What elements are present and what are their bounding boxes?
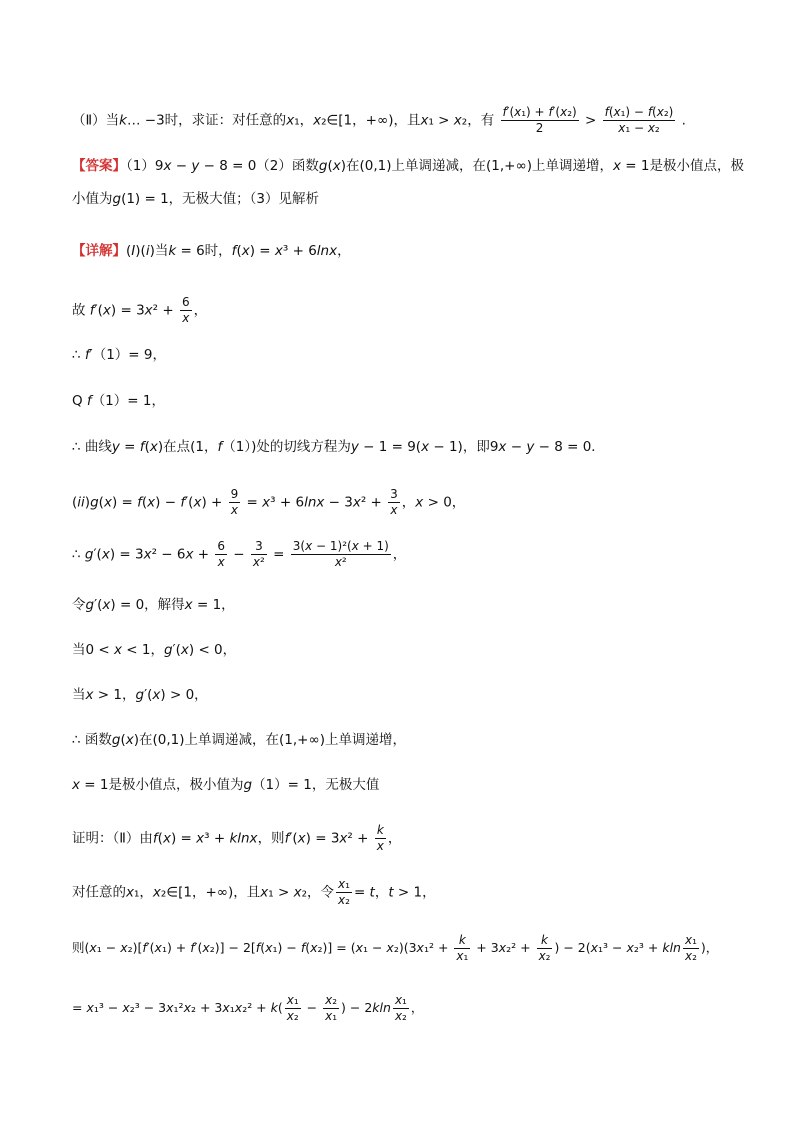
rhs-fraction: $\frac{\text{f(x₁) − f(x₂)}}{\text{x₁ − x₂}}$ xyxy=(604,105,674,135)
step-15: = x₁³ − x₂³ − 3x₁²x₂ + 3x₁x₂² + k( $\frac{\text{x₁}}{\text{x₂}}$ − $\frac{\text{x₂}}{\text{x₁}}$ ) − 2kln $\frac{\text{x₁}}{\text{x₂}}$ ， xyxy=(72,993,424,1023)
step-11: x = 1是极小值点，极小值为g（1）= 1，无极大值 xyxy=(72,777,380,793)
step-14: 则(x₁ − x₂)[f′(x₁) + f′(x₂)] − 2[f(x₁) − f(x₂)] = (x₁ − x₂)(3x₁² + $\frac{k}{\text{x₁}}$ + 3x₂² + $\frac{k}{\text{x₂}}$ ) − 2(x₁³ − x₂³ + kln $\frac{\text{x₁}}{\text{x₂}}$ )， xyxy=(72,933,719,963)
step-1: 故 f′(x) = 3x² + $\frac{6}{x}$ ， xyxy=(72,295,208,325)
answer-line-2: 小值为g(1) = 1，无极大值；（3）见解析 xyxy=(72,191,320,207)
step-10: ∴ 函数g(x)在(0,1)上单调递减，在(1,+∞)上单调递增， xyxy=(72,732,406,748)
step-3: Q f（1）= 1， xyxy=(72,393,165,409)
step-5: (ii)g(x) = f(x) − f′(x) + $\frac{9}{x}$ = x³ + 6lnx − 3x² + $\frac{3}{x}$ ，x > 0， xyxy=(72,487,466,517)
step-7: 令g′(x) = 0，解得x = 1， xyxy=(72,597,235,613)
step-2: ∴ f′（1）= 9， xyxy=(72,347,167,363)
step-9: 当x > 1，g′(x) > 0， xyxy=(72,687,208,703)
step-12: 证明：（Ⅱ）由f(x) = x³ + klnx，则f′(x) = 3x² + $\frac{k}{x}$ ， xyxy=(72,823,402,853)
answer-line-1: 【答案】（1）9x − y − 8 = 0（2）函数g(x)在(0,1)上单调递减，在(1,+∞)上单调递增，x = 1是极小值点，极 xyxy=(72,158,744,174)
step-6: ∴ g′(x) = 3x² − 6x + $\frac{6}{x}$ − $\frac{3}{\text{x²}}$ = $\frac{\text{3(x − 1)²(x + 1)}}{\text{x²}}$ ， xyxy=(72,539,407,569)
answer-tag: 【答案】 xyxy=(72,158,126,174)
detail-line: 【详解】(I)(i)当k = 6时，f(x) = x³ + 6lnx， xyxy=(72,243,351,259)
part2-statement: （Ⅱ）当k… −3时，求证：对任意的x₁，x₂∈[1，+∞)，且x₁ > x₂，有 $\frac{\text{f′(x₁) + f′(x₂)}}{2}$ > $\frac{\text{f(x₁) − f(x₂)}}{\text{x₁ − x₂}}$ . xyxy=(72,105,686,135)
part2-text: （Ⅱ）当k… −3时，求证：对任意的x₁，x₂∈[1，+∞)，且x₁ > x₂，有 xyxy=(72,112,495,129)
lhs-fraction: $\frac{\text{f′(x₁) + f′(x₂)}}{2}$ xyxy=(502,105,577,135)
step-8: 当0 < x < 1，g′(x) < 0， xyxy=(72,642,237,658)
detail-tag: 【详解】 xyxy=(72,243,126,259)
step-4: ∴ 曲线y = f(x)在点(1，f（1）)处的切线方程为y − 1 = 9(x − 1)，即9x − y − 8 = 0． xyxy=(72,439,605,455)
step-13: 对任意的x₁，x₂∈[1，+∞)，且x₁ > x₂，令 $\frac{\text{x₁}}{\text{x₂}}$ = t，t > 1， xyxy=(72,877,436,907)
